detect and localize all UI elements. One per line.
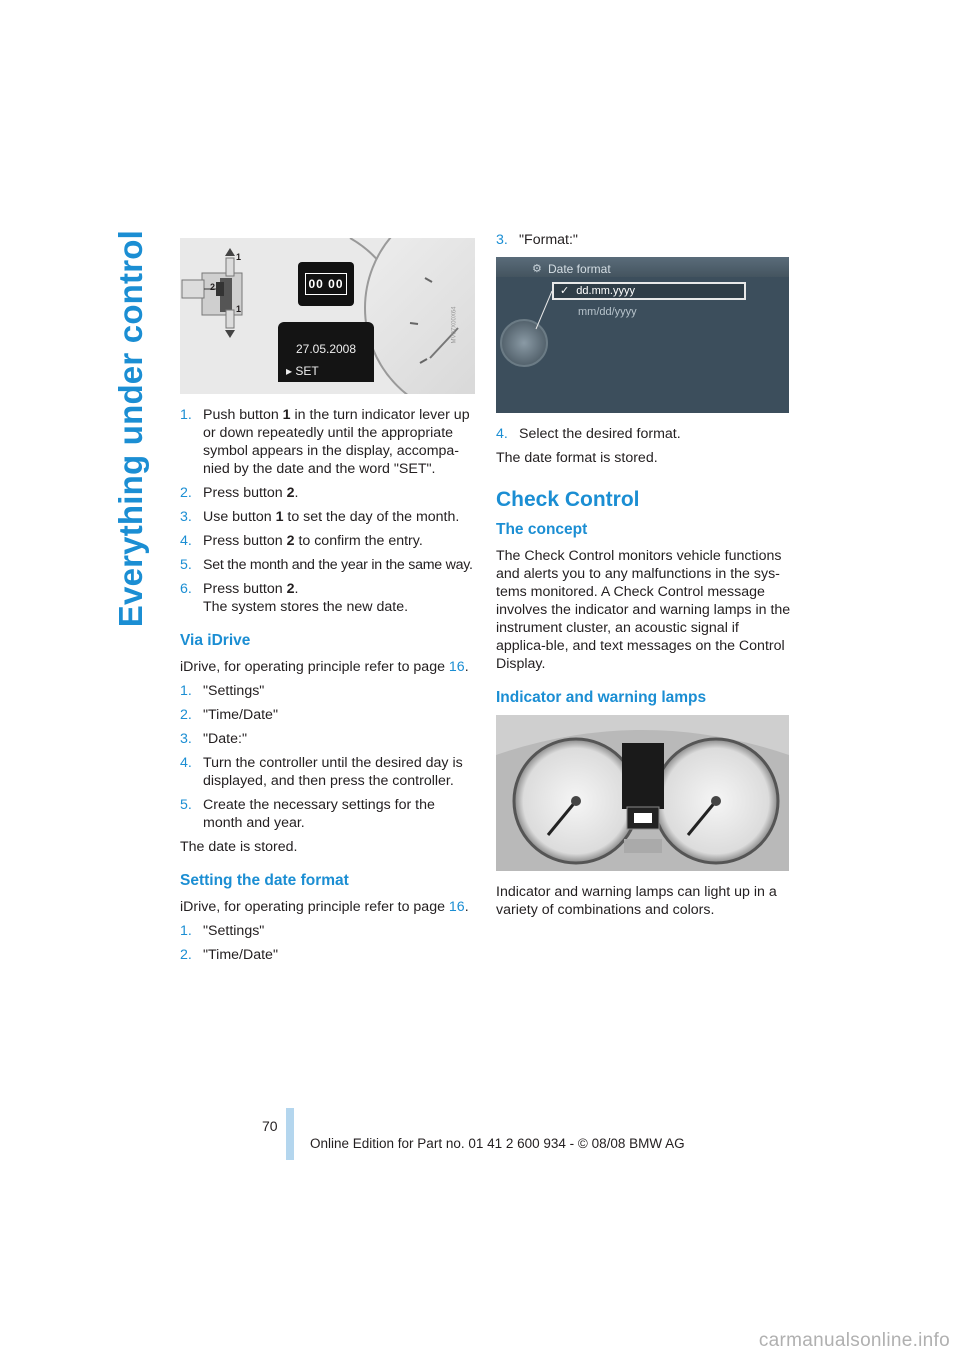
format-step-4 bbox=[496, 425, 791, 443]
option-other[interactable]: mm/dd/yyyy bbox=[578, 306, 637, 318]
date-format-intro: iDrive, for operating principle refer to page 16. bbox=[180, 899, 469, 915]
date-steps-lever bbox=[180, 406, 475, 616]
page-number: 70 bbox=[262, 1118, 278, 1134]
heading-the-concept: The concept bbox=[496, 521, 588, 538]
footer-accent-bar bbox=[286, 1108, 294, 1160]
site-watermark: carmanualsonline.info bbox=[758, 1330, 950, 1351]
idrive-intro: iDrive, for operating principle refer to page 16. bbox=[180, 659, 469, 675]
idrive-date-steps bbox=[180, 682, 475, 832]
figure-turn-lever-display bbox=[180, 238, 475, 394]
list-item: 3. "Date:" bbox=[180, 731, 247, 747]
heading-date-format: Setting the date format bbox=[180, 872, 349, 889]
checkmark-icon: ✓ bbox=[560, 285, 570, 297]
list-item: 4. Press button 2 to confirm the entry. bbox=[180, 533, 423, 549]
heading-check-control: Check Control bbox=[496, 488, 640, 511]
list-item: 1. "Settings" bbox=[180, 683, 265, 699]
format-stored-text: The date format is stored. bbox=[496, 450, 658, 466]
screen-title: Date format bbox=[548, 262, 611, 276]
symbol-display bbox=[298, 262, 354, 306]
figure-code: MV07X00X64 bbox=[451, 306, 458, 344]
edition-footer: Online Edition for Part no. 01 41 2 600 934 - © 08/08 BMW AG bbox=[310, 1136, 685, 1151]
display-date-text: 27.05.2008 bbox=[295, 342, 357, 356]
display-set-row: ▸ SET bbox=[286, 364, 319, 378]
figure-date-format-screen bbox=[496, 257, 789, 413]
list-item: 3. "Format:" bbox=[496, 232, 578, 248]
list-item: 4. Select the desired format. bbox=[496, 426, 681, 442]
screen-connector-line bbox=[496, 257, 789, 413]
left-column bbox=[180, 238, 475, 970]
concept-text: The Check Control monitors vehicle functions and alerts you to any malfunctions in the sys-tems monitored. A Check Control message involves the indicator and warning lamps in the instrument cluster, an acoustic signal if applica-ble, and text messages on the Control Display. bbox=[496, 548, 791, 672]
heading-via-idrive: Via iDrive bbox=[180, 632, 251, 649]
list-item: 1. "Settings" bbox=[180, 923, 265, 939]
figure-instrument-cluster bbox=[496, 715, 789, 871]
heading-indicator-lamps: Indicator and warning lamps bbox=[496, 689, 707, 706]
date-format-steps bbox=[180, 922, 475, 964]
list-item: 5. Create the necessary settings for the month and year. bbox=[180, 797, 435, 831]
list-item: 2. "Time/Date" bbox=[180, 707, 278, 723]
list-item: 4. Turn the controller until the desired day is displayed, and then press the controller. bbox=[180, 755, 463, 789]
list-item: 1. Push button 1 in the turn indicator lever up or down repeatedly until the appropriate symbol appears in the display, accompa-nied by the date and the word "SET". bbox=[180, 407, 470, 477]
page-link[interactable]: 16 bbox=[448, 659, 465, 675]
callout-1-top: 1 bbox=[236, 252, 242, 262]
callout-1-bottom: 1 bbox=[236, 304, 242, 314]
list-item: 5. Set the month and the year in the same way. bbox=[180, 557, 473, 573]
date-stored-text: The date is stored. bbox=[180, 839, 298, 855]
right-column bbox=[496, 231, 791, 925]
date-display bbox=[278, 322, 374, 382]
section-side-title: Everything under control bbox=[112, 230, 149, 628]
format-step-3 bbox=[496, 231, 791, 249]
list-item: 2. Press button 2. bbox=[180, 485, 299, 501]
lamps-text: Indicator and warning lamps can light up in a variety of combinations and colors. bbox=[496, 884, 777, 918]
instrument-cluster-illustration bbox=[496, 715, 789, 871]
display-set-text: SET bbox=[295, 364, 319, 378]
list-item: 3. Use button 1 to set the day of the month. bbox=[180, 509, 460, 525]
callout-2: 2 bbox=[210, 282, 216, 292]
date-symbol: 00 00 bbox=[305, 273, 346, 295]
list-item: 2. "Time/Date" bbox=[180, 947, 278, 963]
list-item: 6. Press button 2. The system stores the new date. bbox=[180, 581, 409, 615]
option-selected-label: dd.mm.yyyy bbox=[576, 285, 635, 297]
screen-title-icon: ⚙ bbox=[532, 263, 542, 275]
page-link[interactable]: 16 bbox=[448, 899, 465, 915]
